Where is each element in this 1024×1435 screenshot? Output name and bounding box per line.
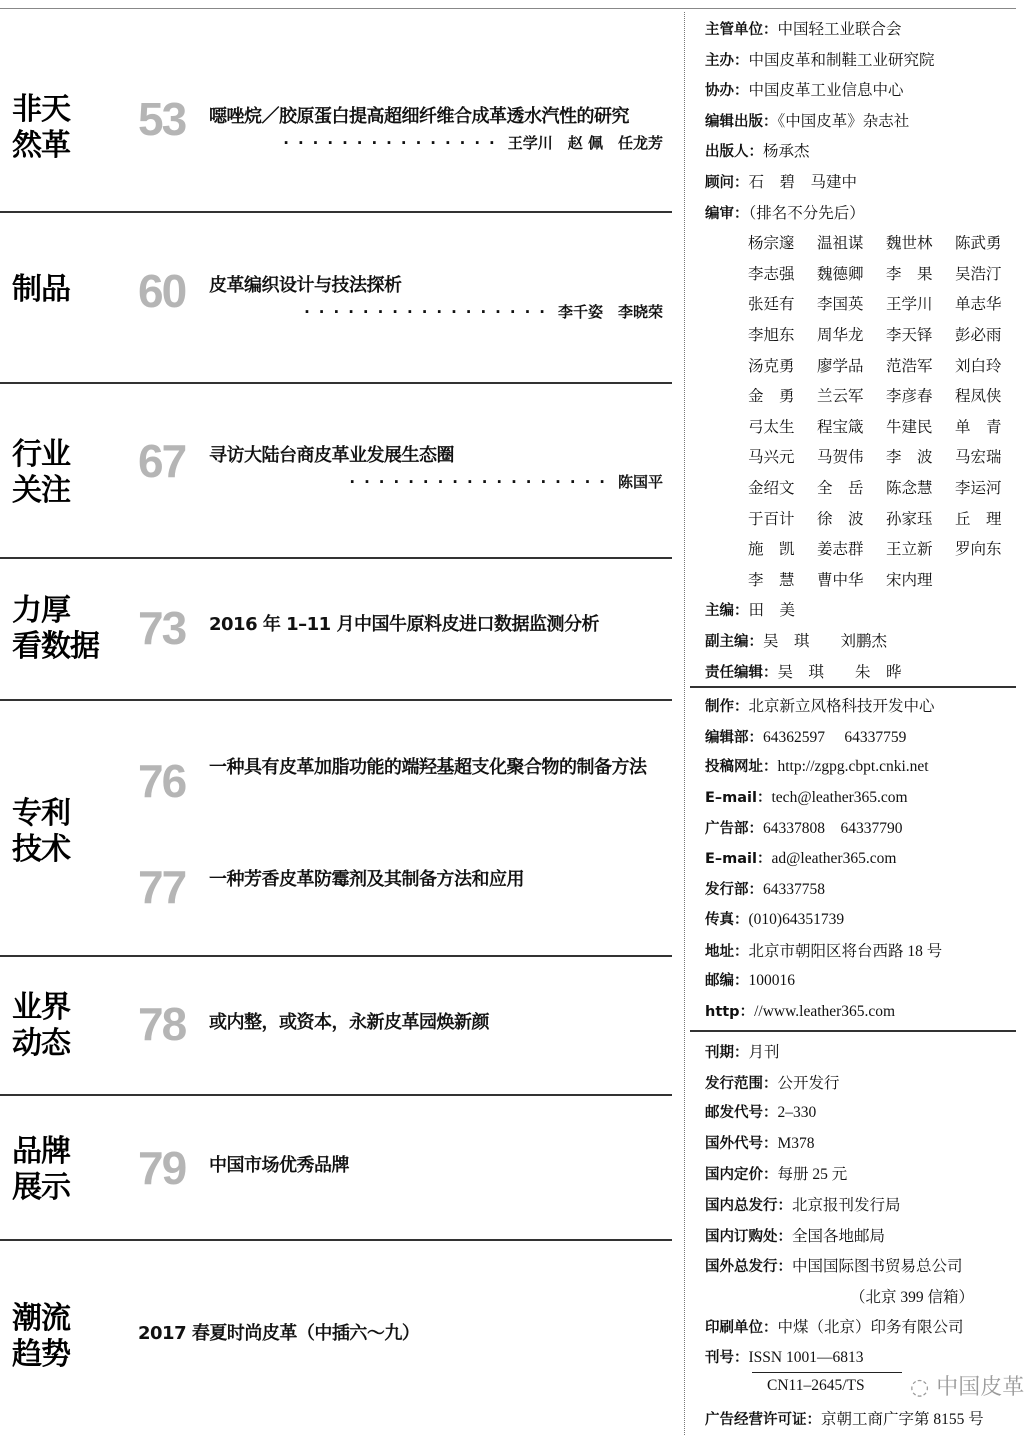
masthead-row xyxy=(705,598,795,620)
contact-row xyxy=(705,847,896,868)
wechat-icon: ◌ xyxy=(910,1375,937,1400)
field-label: 广告部： xyxy=(705,821,763,838)
wechat-watermark: ◌ 中国皮革 xyxy=(910,1375,1024,1400)
field-label: 刊期： xyxy=(705,1045,749,1061)
field-label: 主编： xyxy=(705,603,749,620)
section-category: 力厚 看数据 xyxy=(12,593,99,664)
reviewer-name: 王立新 xyxy=(886,541,933,559)
contact-row xyxy=(705,1000,895,1021)
field-value: (010)64351739 xyxy=(748,911,845,929)
reviewer-name: 金绍文 xyxy=(748,480,795,497)
reviewer-name: 单 青 xyxy=(955,418,1002,436)
contact-row xyxy=(705,939,942,961)
field-label: http： xyxy=(705,1004,755,1020)
reviewer-name: 陈念慧 xyxy=(886,480,933,497)
contact-row xyxy=(705,908,844,929)
field-value: 北京新立风格科技开发中心 xyxy=(748,698,935,715)
field-value: 64362597 64337759 xyxy=(763,728,907,746)
field-value: tech@leather365.com xyxy=(771,788,908,806)
section-category: 潮流 趋势 xyxy=(12,1301,70,1372)
reviewer-name: 廖学品 xyxy=(817,357,864,375)
field-label: 发行范围： xyxy=(705,1075,778,1092)
field-value: 每册 25 元 xyxy=(777,1166,848,1184)
reviewer-row xyxy=(748,568,955,590)
reviewer-name: 刘白玲 xyxy=(955,357,1002,375)
reviewer-name: 周华龙 xyxy=(817,327,864,344)
reviewer-name: 于百计 xyxy=(748,510,795,528)
publication-row xyxy=(705,1071,840,1093)
field-label: 协办： xyxy=(705,83,749,100)
field-label: 传真： xyxy=(705,912,749,929)
reviewer-row xyxy=(748,292,1024,314)
article-title[interactable]: 一种具有皮革加脂功能的端羟基超支化聚合物的制备方法 xyxy=(209,757,647,778)
field-value: 田 美 xyxy=(748,602,796,620)
reviewer-name: 马宏瑞 xyxy=(955,449,1002,467)
section-divider xyxy=(0,955,672,957)
publication-row xyxy=(850,1285,974,1307)
field-value: （排名不分先后） xyxy=(748,204,865,222)
masthead-row xyxy=(705,201,865,223)
section-divider xyxy=(0,1239,672,1241)
publication-row xyxy=(767,1377,865,1395)
reviewer-name: 罗向东 xyxy=(955,541,1002,559)
field-label: 国外总发行： xyxy=(705,1259,792,1276)
masthead-row xyxy=(705,139,810,161)
section-category: 业界 动态 xyxy=(12,990,70,1061)
reviewer-row xyxy=(748,323,1024,345)
field-label: 编审： xyxy=(705,205,749,222)
reviewer-name: 马贺伟 xyxy=(817,449,864,467)
reviewer-name: 程宝箴 xyxy=(817,418,864,436)
page-number: 76 xyxy=(138,755,186,807)
article-title[interactable]: 一种芳香皮革防霉剂及其制备方法和应用 xyxy=(209,869,524,890)
reviewer-name: 李志强 xyxy=(748,265,795,283)
field-label: 国内定价： xyxy=(705,1167,778,1184)
publication-row xyxy=(705,1224,885,1246)
reviewer-name: 彭必雨 xyxy=(955,327,1002,344)
reviewer-row xyxy=(748,262,1024,284)
field-label: 顾问： xyxy=(705,175,749,191)
field-label: 责任编辑： xyxy=(705,664,778,681)
field-label: 编辑部： xyxy=(705,729,763,746)
column-divider xyxy=(684,12,685,1435)
reviewer-name: 陈武勇 xyxy=(955,235,1002,253)
contact-row xyxy=(705,786,908,807)
field-label: 地址： xyxy=(705,943,749,960)
reviewer-name: 魏世林 xyxy=(886,235,933,253)
page-number: 79 xyxy=(138,1142,186,1194)
field-label: 邮发代号： xyxy=(705,1105,778,1122)
reviewer-name: 全 岳 xyxy=(817,480,864,497)
article-title[interactable]: 2017 春夏时尚皮革（中插六～九） xyxy=(138,1323,420,1344)
field-label: 出版人： xyxy=(705,144,763,161)
reviewer-name: 丘 理 xyxy=(955,510,1002,528)
page-number: 78 xyxy=(138,998,186,1050)
article-authors: ·················· 陈国平 xyxy=(349,473,663,491)
field-value: CN11–2645/TS xyxy=(767,1376,865,1394)
reviewer-name: 程凤侠 xyxy=(955,388,1002,406)
reviewer-name: 魏德卿 xyxy=(817,265,864,283)
masthead-row xyxy=(705,170,857,192)
reviewer-name: 宋内理 xyxy=(886,571,933,589)
page-number: 73 xyxy=(138,602,186,654)
field-value: http://zgpg.cbpt.cnki.net xyxy=(777,758,929,776)
publication-row xyxy=(705,1254,963,1276)
page-number: 53 xyxy=(138,93,186,145)
page-number: 77 xyxy=(138,861,186,913)
field-label: 国内总发行： xyxy=(705,1198,792,1214)
reviewer-row xyxy=(748,476,1024,498)
reviewer-row xyxy=(748,384,1024,406)
masthead-divider xyxy=(690,686,1016,688)
article-title[interactable]: 噁唑烷／胶原蛋白提高超细纤维合成革透水汽性的研究 xyxy=(209,106,629,127)
field-value: （北京 399 信箱） xyxy=(850,1288,975,1306)
section-divider xyxy=(0,211,672,213)
reviewer-name: 范浩军 xyxy=(886,357,933,375)
reviewer-row xyxy=(748,507,1024,529)
reviewer-name: 弓太生 xyxy=(748,418,795,436)
field-label: 编辑出版： xyxy=(705,113,778,130)
reviewer-row xyxy=(748,354,1024,376)
field-value: 北京报刊发行局 xyxy=(792,1197,901,1214)
field-value: M378 xyxy=(777,1134,815,1152)
reviewer-name: 李天铎 xyxy=(886,327,933,344)
reviewer-row xyxy=(748,231,1024,253)
field-value: 吴 琪 刘鹏杰 xyxy=(763,633,888,650)
field-value: 中国皮革工业信息中心 xyxy=(748,82,904,100)
field-value: 月刊 xyxy=(748,1044,780,1061)
publication-row xyxy=(705,1162,847,1184)
field-value: 公开发行 xyxy=(777,1074,840,1092)
contact-row xyxy=(705,725,906,747)
field-value: 64337808 64337790 xyxy=(763,820,903,838)
masthead-row xyxy=(705,78,904,100)
field-value: 杨承杰 xyxy=(763,143,810,161)
article-title[interactable]: 寻访大陆台商皮革业发展生态圈 xyxy=(209,445,454,466)
reviewer-name: 马兴元 xyxy=(748,449,795,467)
section-category: 非天 然革 xyxy=(12,92,70,163)
reviewer-name: 温祖谋 xyxy=(817,235,864,253)
field-value: ISSN 1001—6813 xyxy=(748,1349,864,1366)
publication-row xyxy=(705,1132,815,1153)
reviewer-name: 杨宗邃 xyxy=(748,235,795,253)
article-title[interactable]: 中国市场优秀品牌 xyxy=(209,1155,349,1176)
reviewer-name: 李 果 xyxy=(886,265,933,283)
field-value: 中国轻工业联合会 xyxy=(777,21,902,38)
reviewer-name: 李旭东 xyxy=(748,327,795,344)
masthead-row xyxy=(705,629,887,651)
reviewer-name: 施 凯 xyxy=(748,541,795,559)
field-label: 刊号： xyxy=(705,1350,749,1366)
field-label: 发行部： xyxy=(705,881,763,898)
field-label: 制作： xyxy=(705,699,749,715)
reviewer-name: 李彦春 xyxy=(886,388,933,406)
publication-row xyxy=(705,1346,863,1367)
field-value: //www.leather365.com xyxy=(754,1003,896,1020)
page-number: 67 xyxy=(138,435,186,487)
article-authors: ················· 李千姿 李晓荣 xyxy=(304,303,663,321)
section-category: 制品 xyxy=(12,272,70,307)
reviewer-name: 徐 波 xyxy=(817,510,864,528)
masthead-divider xyxy=(690,1030,1016,1032)
reviewer-name: 牛建民 xyxy=(886,418,933,436)
field-value: 京朝工商广字第 8155 号 xyxy=(821,1411,984,1429)
section-divider xyxy=(0,699,672,701)
field-label: E–mail： xyxy=(705,851,772,867)
field-label: E–mail： xyxy=(705,789,772,806)
field-value: 石 碧 马建中 xyxy=(748,174,858,191)
reviewer-name: 王学川 xyxy=(886,296,933,314)
issn-rule xyxy=(752,1372,902,1373)
field-label: 主办： xyxy=(705,52,749,69)
publication-row xyxy=(705,1407,984,1429)
field-label: 主管单位： xyxy=(705,22,778,38)
reviewer-name: 张廷有 xyxy=(748,296,795,314)
section-category: 行业 关注 xyxy=(12,437,70,508)
reviewer-name: 李国英 xyxy=(817,296,864,314)
masthead-row xyxy=(705,660,902,682)
reviewer-name: 汤克勇 xyxy=(748,357,795,375)
masthead-row xyxy=(705,17,902,39)
article-title[interactable]: 2016 年 1–11 月中国牛原料皮进口数据监测分析 xyxy=(209,614,599,635)
field-label: 印刷单位： xyxy=(705,1320,778,1337)
reviewer-row xyxy=(748,415,1024,437)
contact-row xyxy=(705,694,935,716)
article-title[interactable]: 皮革编织设计与技法探析 xyxy=(209,275,402,296)
reviewer-row xyxy=(748,537,1024,559)
reviewer-name: 兰云军 xyxy=(817,388,864,406)
top-rule xyxy=(0,8,1016,9)
field-value: 64337758 xyxy=(763,880,825,898)
field-label: 国外代号： xyxy=(705,1135,778,1152)
contact-row xyxy=(705,878,825,899)
field-value: 中国皮革和制鞋工业研究院 xyxy=(748,51,935,69)
field-value: 2–330 xyxy=(777,1104,817,1122)
reviewer-name: 孙家珏 xyxy=(886,510,933,528)
masthead-row xyxy=(705,48,935,70)
section-category: 品牌 展示 xyxy=(12,1134,70,1205)
field-label: 投稿网址： xyxy=(705,759,778,776)
field-value: 《中国皮革》杂志社 xyxy=(777,112,910,130)
reviewer-name: 单志华 xyxy=(955,296,1002,314)
section-category: 专利 技术 xyxy=(12,796,70,867)
reviewer-row xyxy=(748,445,1024,467)
field-label: 副主编： xyxy=(705,634,763,650)
publication-row xyxy=(705,1101,816,1122)
reviewer-name: 李 波 xyxy=(886,449,933,467)
contact-row xyxy=(705,816,903,838)
field-value: 北京市朝阳区将台西路 18 号 xyxy=(748,942,943,960)
reviewer-name: 李运河 xyxy=(955,480,1002,497)
section-divider xyxy=(0,557,672,559)
field-label: 广告经营许可证： xyxy=(705,1412,821,1429)
field-value: 全国各地邮局 xyxy=(792,1227,886,1245)
contact-row xyxy=(705,969,795,990)
reviewer-name: 李 慧 xyxy=(748,571,795,589)
field-value: 中国国际图书贸易总公司 xyxy=(792,1258,963,1276)
section-divider xyxy=(0,1094,672,1096)
field-value: 中煤（北京）印务有限公司 xyxy=(777,1319,964,1337)
reviewer-name: 姜志群 xyxy=(817,541,864,559)
field-value: ad@leather365.com xyxy=(771,850,897,867)
reviewer-name: 金 勇 xyxy=(748,388,795,406)
reviewer-name: 吴浩汀 xyxy=(955,265,1002,283)
reviewer-name: 曹中华 xyxy=(817,571,864,589)
publication-row xyxy=(705,1040,780,1062)
publication-row xyxy=(705,1315,964,1337)
field-label: 国内订购处： xyxy=(705,1228,792,1245)
field-value: 100016 xyxy=(748,972,795,990)
section-divider xyxy=(0,382,672,384)
field-label: 邮编： xyxy=(705,973,749,990)
article-title[interactable]: 或内整，或资本，永新皮革园焕新颜 xyxy=(209,1012,489,1033)
page-number: 60 xyxy=(138,265,186,317)
masthead-row xyxy=(705,109,909,131)
field-value: 吴 琪 朱 晔 xyxy=(777,663,902,681)
publication-row xyxy=(705,1193,901,1215)
contact-row xyxy=(705,755,929,776)
article-authors: ··············· 王学川 赵 佩 任龙芳 xyxy=(283,134,663,152)
